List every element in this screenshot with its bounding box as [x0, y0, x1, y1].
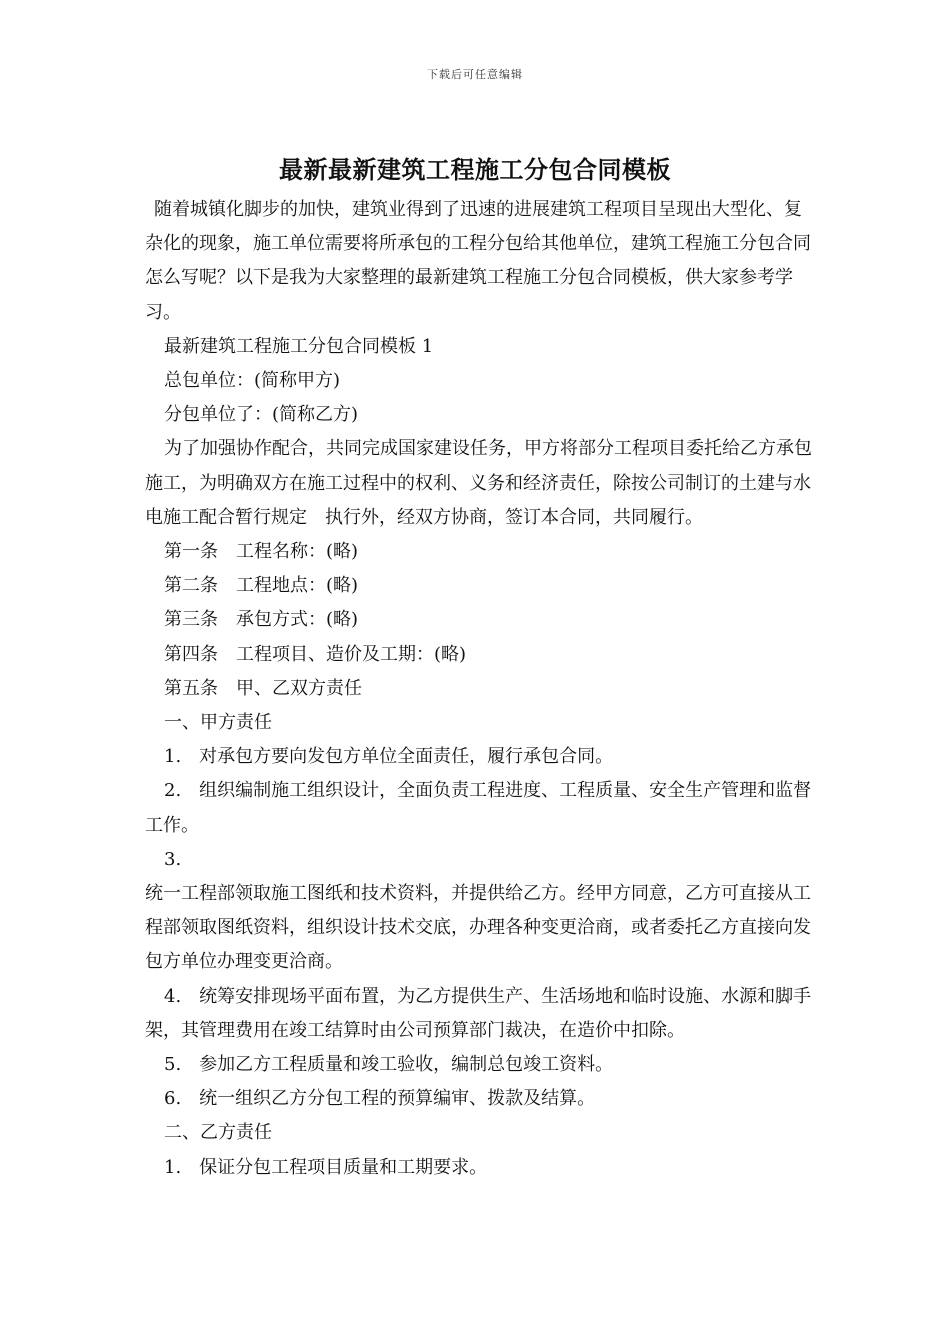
party-a-item-3-text: 统一工程部领取施工图纸和技术资料，并提供给乙方。经甲方同意，乙方可直接从工程部领取图纸资料，组织设计技术交底，办理各种变更洽商，或者委托乙方直接向发包方单位办理变更洽商。	[145, 883, 811, 973]
section-heading: 最新建筑工程施工分包合同模板 1	[164, 335, 434, 357]
document-body	[145, 193, 815, 1185]
party-a-item-2: 2. 组织编制施工组织设计，全面负责工程进度、工程质量、安全生产管理和监督工作。	[145, 780, 812, 836]
intro-paragraph: 随着城镇化脚步的加快，建筑业得到了迅速的进展建筑工程项目呈现出大型化、复杂化的现象，施工单位需要将所承包的工程分包给其他单位，建筑工程施工分包合同怎么写呢？以下是我为大家整理的最新建筑工程施工分包合同模板，供大家参考学习。	[145, 199, 811, 323]
party-b-item-1: 1. 保证分包工程项目质量和工期要求。	[164, 1156, 488, 1178]
party-a-item-1: 1. 对承包方要向发包方单位全面责任，履行承包合同。	[164, 746, 614, 768]
party-a-item-4: 4. 统筹安排现场平面布置，为乙方提供生产、生活场地和临时设施、水源和脚手架，其管理费用在竣工结算时由公司预算部门裁决，在造价中扣除。	[145, 985, 812, 1041]
general-contractor-line: 总包单位：(简称甲方)	[164, 370, 341, 392]
party-a-item-3-number: 3.	[164, 848, 182, 870]
article-1: 第一条 工程名称：(略)	[164, 541, 359, 563]
subcontractor-line: 分包单位了：(简称乙方)	[164, 404, 359, 426]
article-3: 第三条 承包方式：(略)	[164, 609, 359, 631]
article-5: 第五条 甲、乙双方责任	[164, 677, 362, 699]
preamble-paragraph: 为了加强协作配合，共同完成国家建设任务，甲方将部分工程项目委托给乙方承包施工，为明确双方在施工过程中的权利、义务和经济责任，除按公司制订的土建与水电施工配合暂行规定 执行外，经双方协商，签订本合同，共同履行。	[145, 438, 812, 528]
document-title: 最新最新建筑工程施工分包合同模板	[279, 155, 671, 184]
party-a-heading: 一、甲方责任	[164, 712, 272, 734]
page-header-note: 下载后可任意编辑	[427, 68, 523, 81]
article-2: 第二条 工程地点：(略)	[164, 575, 359, 597]
article-4: 第四条 工程项目、造价及工期：(略)	[164, 643, 467, 665]
party-a-item-5: 5. 参加乙方工程质量和竣工验收，编制总包竣工资料。	[164, 1054, 614, 1076]
party-a-item-6: 6. 统一组织乙方分包工程的预算编审、拨款及结算。	[164, 1088, 596, 1110]
party-b-heading: 二、乙方责任	[164, 1122, 272, 1144]
